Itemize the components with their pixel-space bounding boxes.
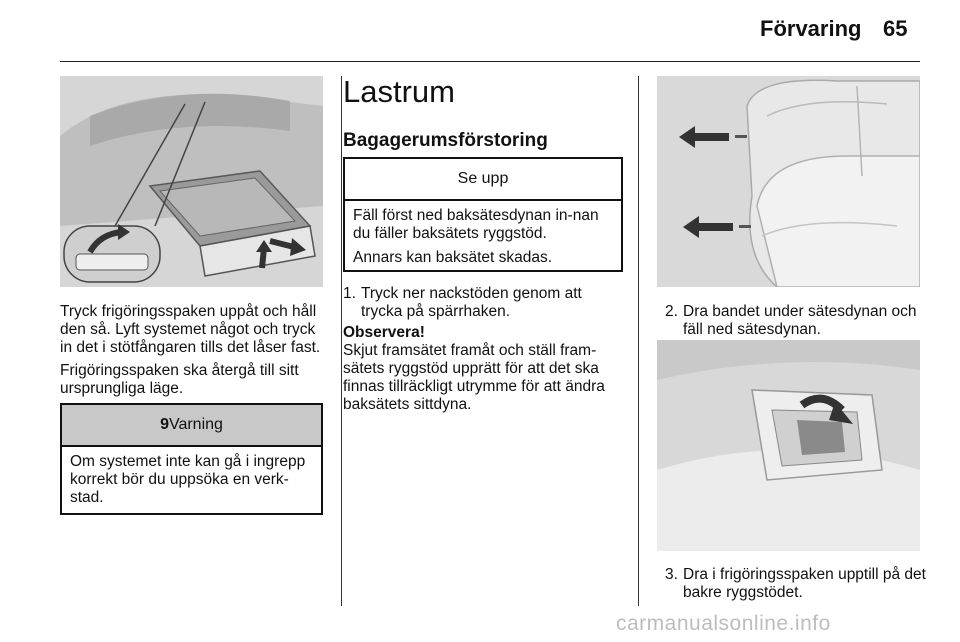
warning-header <box>62 405 321 447</box>
warning-title: Varning <box>168 416 223 433</box>
step-2-number: 2. <box>665 303 678 320</box>
header-rule <box>60 61 920 62</box>
caution-header: Se upp <box>345 159 621 201</box>
subsection-heading: Bagagerumsförstoring <box>343 130 548 151</box>
warning-box <box>60 403 323 515</box>
step-2-text: Dra bandet under sätesdynan och fäll ned sätesdynan. <box>683 303 917 338</box>
note-block <box>343 324 625 414</box>
step-3 <box>665 566 935 606</box>
caution-text-1: Fäll först ned baksätesdynan in-nan du fäller baksätets ryggstöd. <box>353 207 599 242</box>
step-1 <box>343 285 625 325</box>
caution-box <box>343 157 623 272</box>
note-title: Observera! <box>343 324 425 341</box>
section-heading: Lastrum <box>343 74 455 109</box>
section-title: Förvaring <box>760 16 862 41</box>
note-text: Skjut framsätet framåt och ställ fram-sätets ryggstöd upprätt för att det ska finnas tillräckligt utrymme för att ändra baksätets sittdyna. <box>343 342 605 413</box>
warning-text: Om systemet inte kan gå i ingrepp korrekt bör du uppsöka en verk-stad. <box>70 453 306 506</box>
column-divider-right <box>638 76 639 606</box>
step-1-number: 1. <box>343 285 356 302</box>
instruction-paragraph-2: Frigöringsspaken ska återgå till sitt ursprungliga läge. <box>60 362 299 397</box>
page-number: 65 <box>883 16 908 41</box>
step-3-text: Dra i frigöringsspaken upptill på det bakre ryggstödet. <box>683 566 926 601</box>
seat-release-illustration <box>657 340 920 551</box>
rear-seat-illustration <box>657 76 920 287</box>
column-divider-left <box>341 76 342 606</box>
page-header <box>0 0 960 60</box>
warning-icon: 9 <box>160 416 169 433</box>
step-2 <box>665 303 935 343</box>
step-1-text: Tryck ner nackstöden genom att trycka på spärrhaken. <box>361 285 582 320</box>
watermark: carmanualsonline.info <box>616 612 831 635</box>
instruction-paragraph-1: Tryck frigöringsspaken uppåt och håll den så. Lyft systemet något och tryck in det i stötfångaren tills det låser fast. <box>60 303 321 356</box>
caution-text-2: Annars kan baksätet skadas. <box>353 249 553 266</box>
step-3-number: 3. <box>665 566 678 583</box>
rear-storage-illustration <box>60 76 323 287</box>
